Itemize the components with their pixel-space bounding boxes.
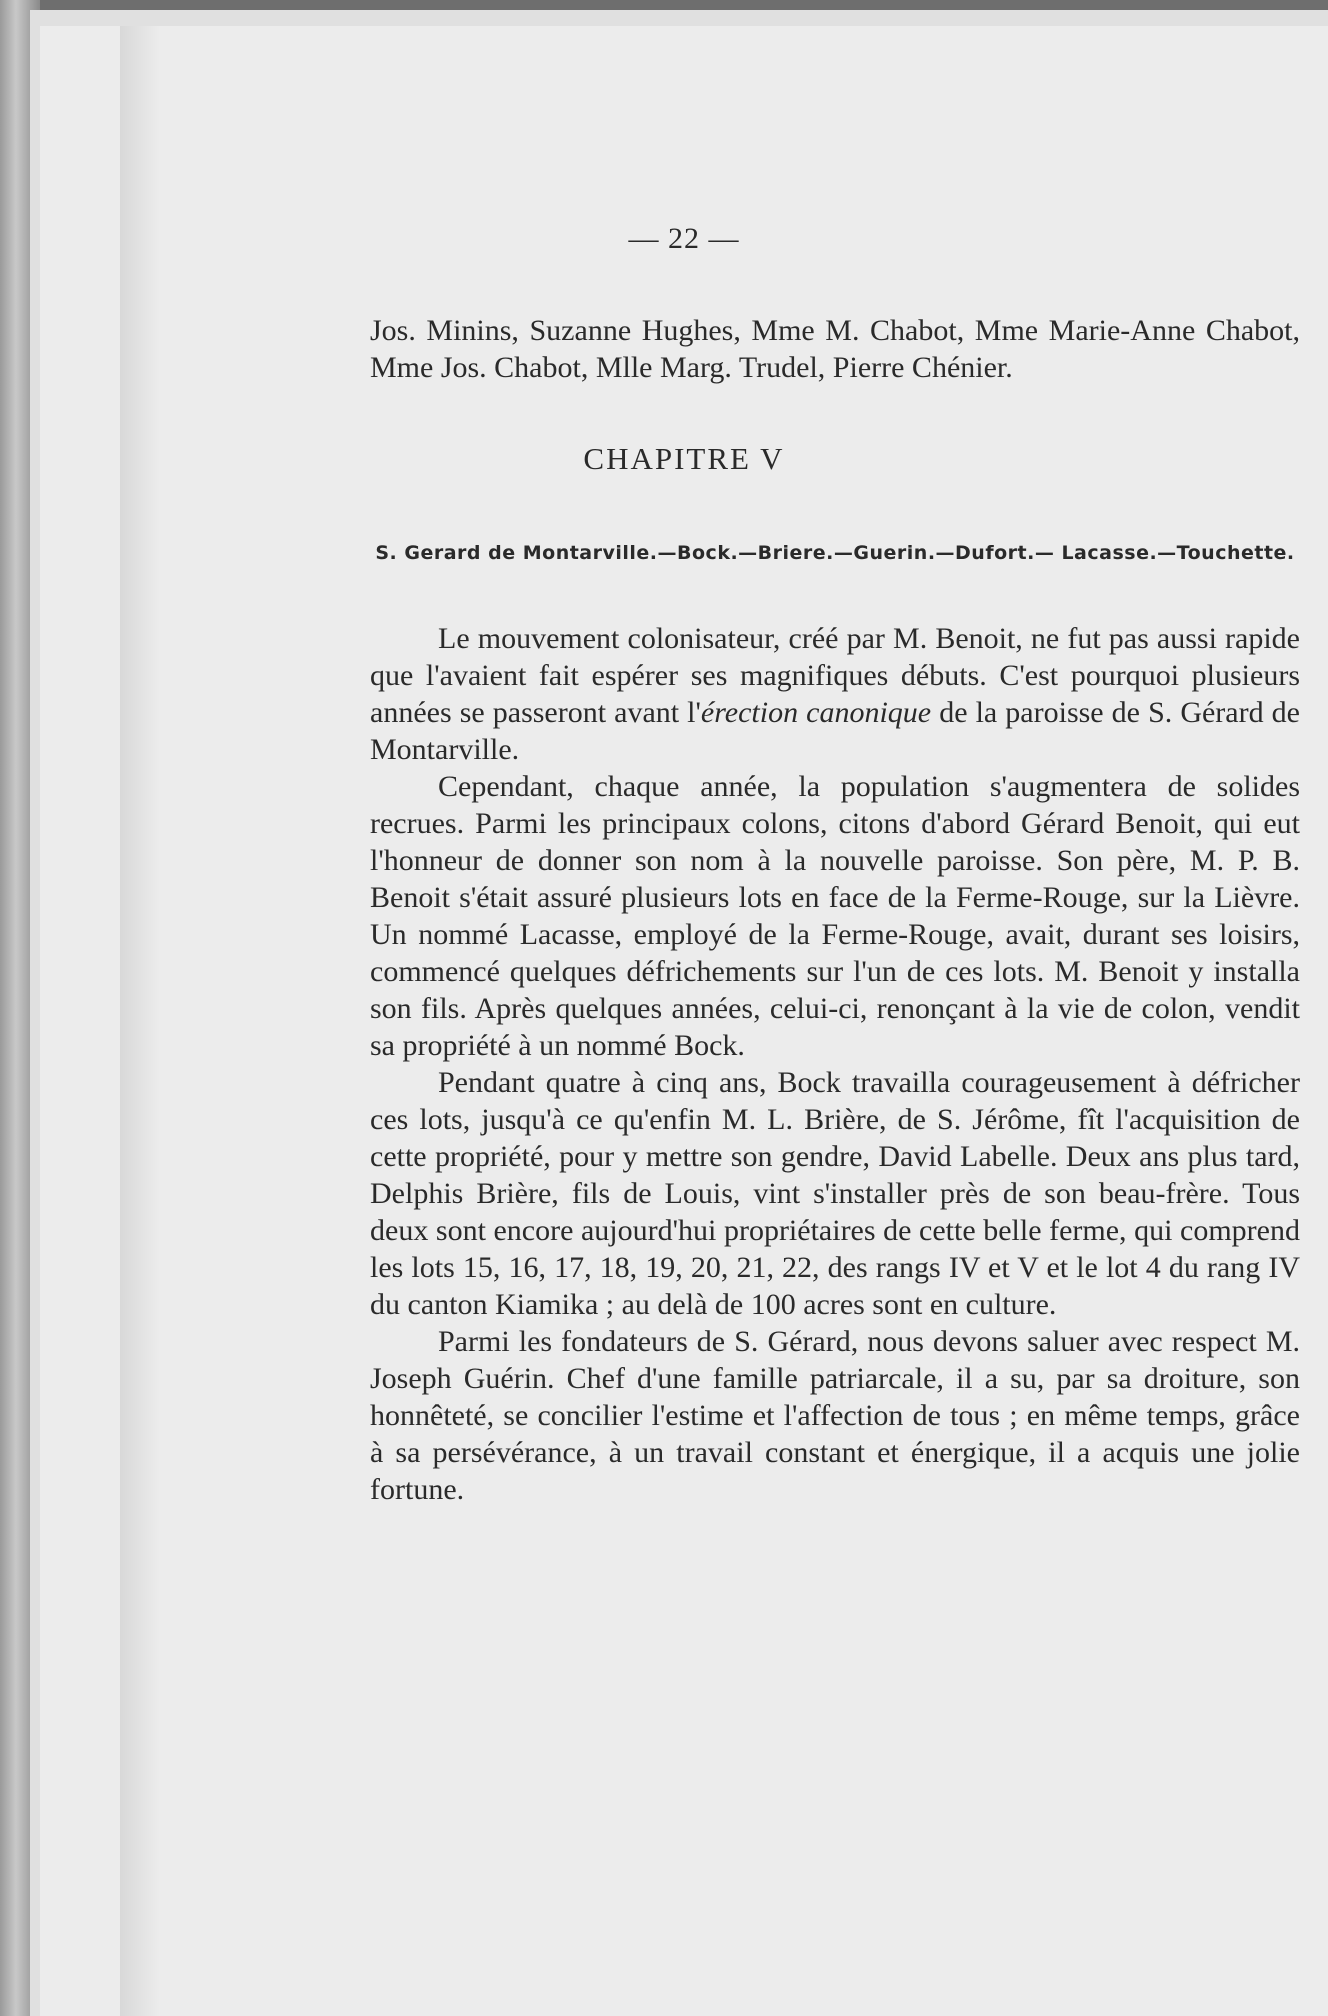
chapter-title: CHAPITRE V — [583, 441, 785, 476]
chapter-summary: S. Gerard de Montarville.—Bock.—Briere.—Guerin.—Dufort.— Lacasse.—Touchette. — [375, 542, 1295, 564]
book-page — [40, 26, 1328, 2016]
paragraph-1-end: de la paroisse de S. Gérard de Montarville. — [370, 696, 1300, 766]
paragraph-1-start: Le mouvement colonisateur, créé par M. Benoit, ne fut pas aussi rapide que l'avaient fait espérer ses magnifiques débuts. C'est pourquoi plusieurs années se passeront avant l' — [370, 622, 1300, 729]
paragraph-1-italic: érection canonique — [700, 696, 932, 729]
paragraph-2: Cependant, chaque année, la population s'augmentera de solides recrues. Parmi les principaux colons, citons d'abord Gérard Benoit, qui eut l'honneur de donner son nom à la nouvelle paroisse. Son père, M. P. B. Benoit s'était assuré plusieurs lots en face de la Ferme-Rouge, sur la Lièvre. Un nommé Lacasse, employé de la Ferme-Rouge, avait, durant ses loisirs, commencé quelques défrichements sur l'un de ces lots. M. Benoit y installa son fils. Après quelques années, celui-ci, renonçant à la vie de colon, vendit sa propriété à un nommé Bock. — [370, 770, 1300, 1062]
intro-paragraph: Jos. Minins, Suzanne Hughes, Mme M. Chabot, Mme Marie-Anne Chabot, Mme Jos. Chabot, Mlle Marg. Trudel, Pierre Chénier. — [370, 314, 1300, 384]
page-gutter — [120, 26, 160, 2016]
intro-paragraph-block — [370, 312, 1300, 386]
paragraph-3: Pendant quatre à cinq ans, Bock travailla courageusement à défricher ces lots, jusqu'à ce qu'enfin M. L. Brière, de S. Jérôme, fît l'acquisition de cette propriété, pour y mettre son gendre, David Labelle. Deux ans plus tard, Delphis Brière, fils de Louis, vint s'installer près de son beau-frère. Tous deux sont encore aujourd'hui propriétaires de cette belle ferme, qui comprend les lots 15, 16, 17, 18, 19, 20, 21, 22, des rangs IV et V et le lot 4 du rang IV du canton Kiamika ; au delà de 100 acres sont en culture. — [370, 1066, 1300, 1321]
body-text — [370, 620, 1300, 1508]
paragraph-4: Parmi les fondateurs de S. Gérard, nous devons saluer avec respect M. Joseph Guérin. Chef d'une famille patriarcale, il a su, par sa droiture, son honnêteté, se concilier l'estime et l'affection de tous ; en même temps, grâce à sa persévérance, à un travail constant et énergique, il a acquis une jolie fortune. — [370, 1325, 1300, 1506]
page-number: — 22 — — [628, 222, 740, 255]
paragraph-1 — [370, 620, 1300, 768]
